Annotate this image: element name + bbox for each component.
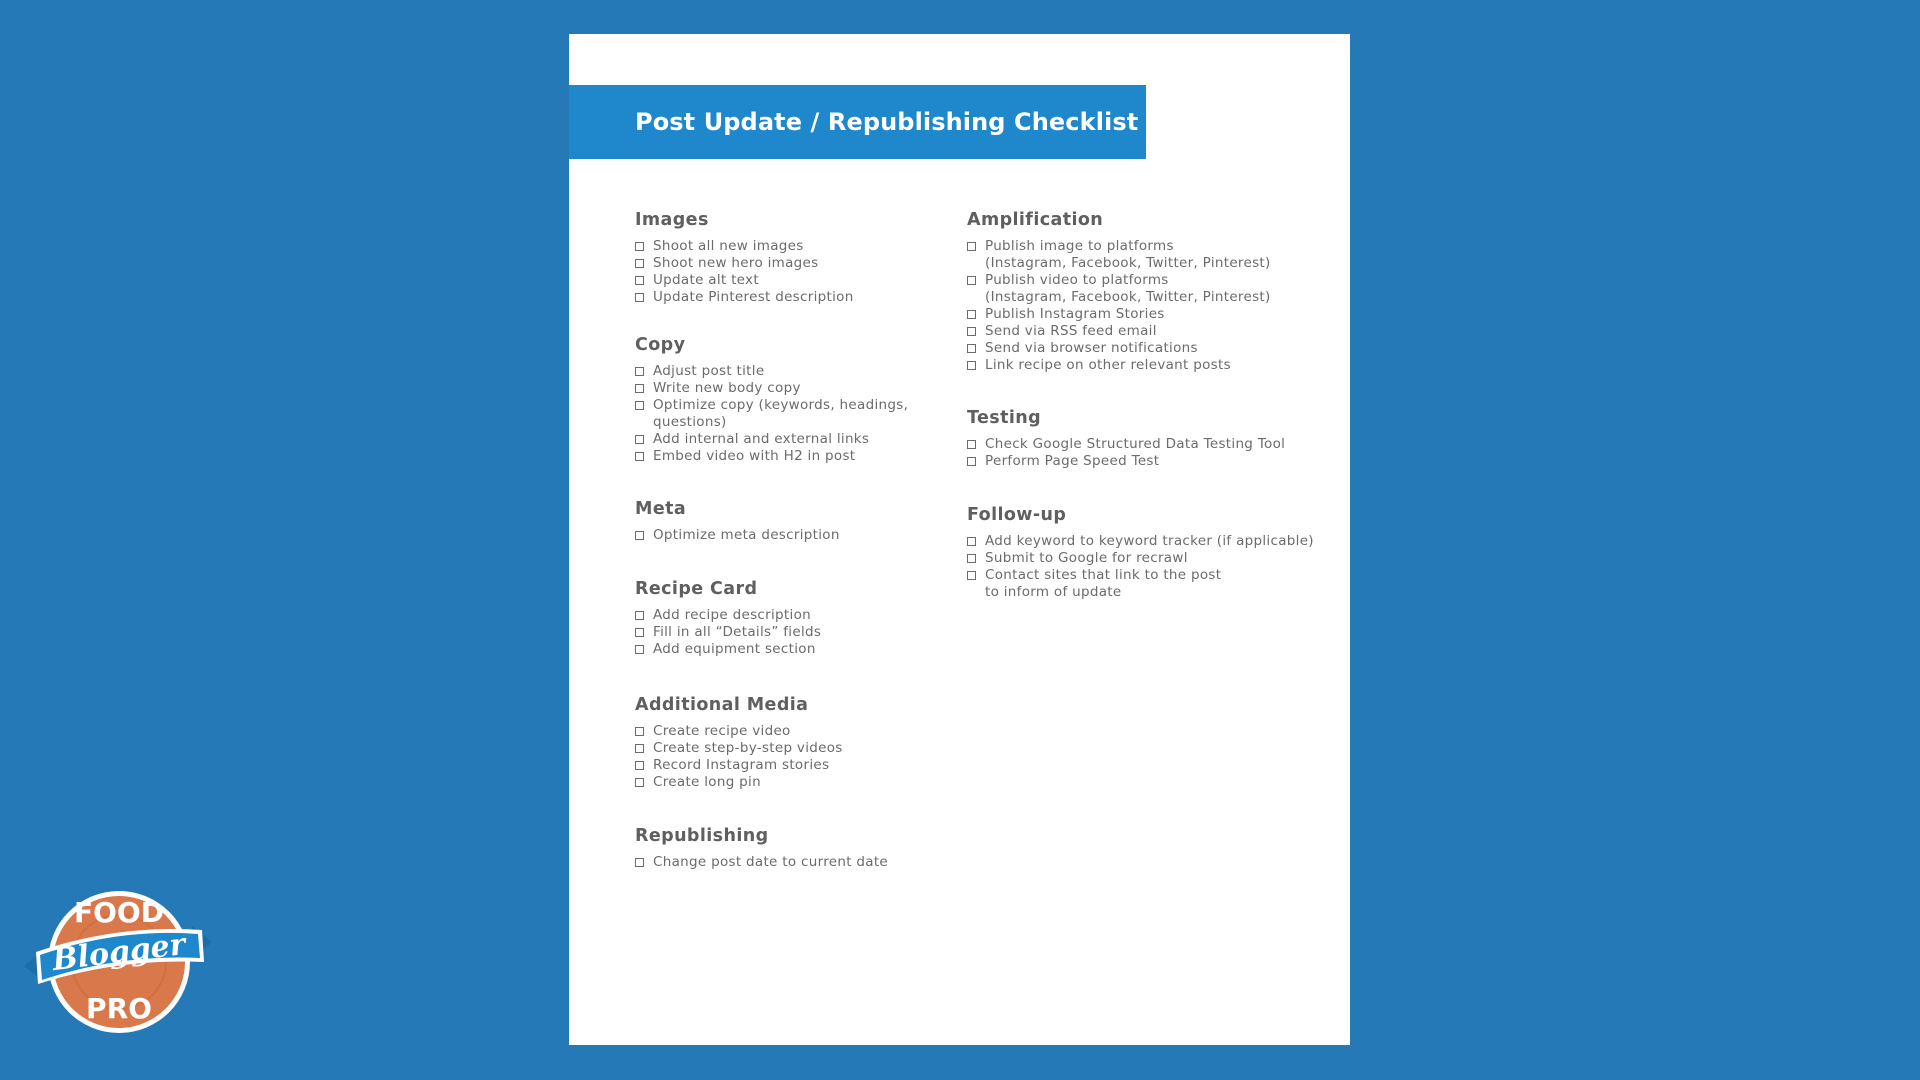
- checklist-item: Change post date to current date: [635, 854, 945, 871]
- checkbox-icon[interactable]: [635, 435, 644, 444]
- checklist-item: Perform Page Speed Test: [967, 453, 1337, 470]
- section-meta: [635, 498, 945, 544]
- food-blogger-pro-logo: [22, 886, 214, 1038]
- checklist-item: Add equipment section: [635, 641, 945, 658]
- checkbox-icon[interactable]: [967, 537, 976, 546]
- checkbox-icon[interactable]: [635, 727, 644, 736]
- checkbox-icon[interactable]: [635, 744, 644, 753]
- checklist-item: Send via RSS feed email: [967, 323, 1337, 340]
- logo-icon: [22, 886, 214, 1038]
- checkbox-icon[interactable]: [635, 761, 644, 770]
- svg-text:PRO: PRO: [86, 992, 152, 1025]
- right-column: [967, 209, 1337, 601]
- checklist-item: Update Pinterest description: [635, 289, 945, 306]
- section-heading: Additional Media: [635, 695, 809, 715]
- checkbox-icon[interactable]: [967, 327, 976, 336]
- section-images: [635, 209, 945, 306]
- checkbox-icon[interactable]: [635, 259, 644, 268]
- checkbox-icon[interactable]: [967, 242, 976, 251]
- section-heading: Republishing: [635, 826, 769, 846]
- checkbox-icon[interactable]: [635, 611, 644, 620]
- section-recipe-card: [635, 578, 945, 658]
- checkbox-icon[interactable]: [967, 457, 976, 466]
- section-heading: Amplification: [967, 210, 1104, 230]
- section-republishing: [635, 825, 945, 871]
- checkbox-icon[interactable]: [967, 344, 976, 353]
- checkbox-icon[interactable]: [635, 276, 644, 285]
- checkbox-icon[interactable]: [635, 645, 644, 654]
- section-heading: Recipe Card: [635, 579, 758, 599]
- svg-text:FOOD: FOOD: [74, 896, 164, 929]
- checkbox-icon[interactable]: [635, 778, 644, 787]
- checkbox-icon[interactable]: [635, 293, 644, 302]
- section-amplification: [967, 209, 1337, 374]
- checklist-item: Optimize meta description: [635, 527, 945, 544]
- section-copy: [635, 334, 945, 465]
- checklist-item: Record Instagram stories: [635, 757, 945, 774]
- checklist-item: Submit to Google for recrawl: [967, 550, 1337, 567]
- section-follow-up: [967, 504, 1337, 601]
- checkbox-icon[interactable]: [967, 276, 976, 285]
- left-column: [635, 209, 945, 871]
- checklist-item: Add recipe description: [635, 607, 945, 624]
- checklist-item: Fill in all “Details” fields: [635, 624, 945, 641]
- section-heading: Copy: [635, 335, 686, 355]
- checklist-item: Shoot all new images: [635, 238, 945, 255]
- checkbox-icon[interactable]: [635, 401, 644, 410]
- checkbox-icon[interactable]: [967, 554, 976, 563]
- checkbox-icon[interactable]: [635, 452, 644, 461]
- checkbox-icon[interactable]: [967, 310, 976, 319]
- section-additional-media: [635, 694, 945, 791]
- checkbox-icon[interactable]: [635, 367, 644, 376]
- checklist-item: Write new body copy: [635, 380, 945, 397]
- checkbox-icon[interactable]: [635, 858, 644, 867]
- checklist-item: Adjust post title: [635, 363, 945, 380]
- checklist-item: Link recipe on other relevant posts: [967, 357, 1337, 374]
- checkbox-icon[interactable]: [635, 531, 644, 540]
- checklist-item: Publish Instagram Stories: [967, 306, 1337, 323]
- page-title: Post Update / Republishing Checklist: [635, 108, 1139, 136]
- checklist-page: [569, 34, 1350, 1045]
- checklist-item: Add keyword to keyword tracker (if applicable): [967, 533, 1337, 550]
- checklist-item: Optimize copy (keywords, headings, questions): [635, 397, 945, 431]
- checklist-item: Create recipe video: [635, 723, 945, 740]
- checkbox-icon[interactable]: [967, 361, 976, 370]
- checklist-item: Shoot new hero images: [635, 255, 945, 272]
- section-heading: Testing: [967, 408, 1042, 428]
- section-heading: Images: [635, 210, 709, 230]
- checklist-item: Embed video with H2 in post: [635, 448, 945, 465]
- svg-text:Blogger: Blogger: [50, 927, 188, 979]
- section-heading: Follow-up: [967, 505, 1067, 525]
- section-testing: [967, 407, 1337, 470]
- checklist-item: Update alt text: [635, 272, 945, 289]
- section-heading: Meta: [635, 499, 687, 519]
- checkbox-icon[interactable]: [635, 628, 644, 637]
- checklist-item: Publish image to platforms (Instagram, Facebook, Twitter, Pinterest): [967, 238, 1337, 272]
- checkbox-icon[interactable]: [635, 384, 644, 393]
- checkbox-icon[interactable]: [635, 242, 644, 251]
- checklist-item: Check Google Structured Data Testing Tool: [967, 436, 1337, 453]
- checklist-item: Contact sites that link to the post to inform of update: [967, 567, 1337, 601]
- checkbox-icon[interactable]: [967, 440, 976, 449]
- checkbox-icon[interactable]: [967, 571, 976, 580]
- checklist-item: Publish video to platforms (Instagram, Facebook, Twitter, Pinterest): [967, 272, 1337, 306]
- title-banner: [569, 85, 1146, 159]
- checklist-item: Create long pin: [635, 774, 945, 791]
- checklist-item: Send via browser notifications: [967, 340, 1337, 357]
- checklist-item: Add internal and external links: [635, 431, 945, 448]
- checklist-item: Create step-by-step videos: [635, 740, 945, 757]
